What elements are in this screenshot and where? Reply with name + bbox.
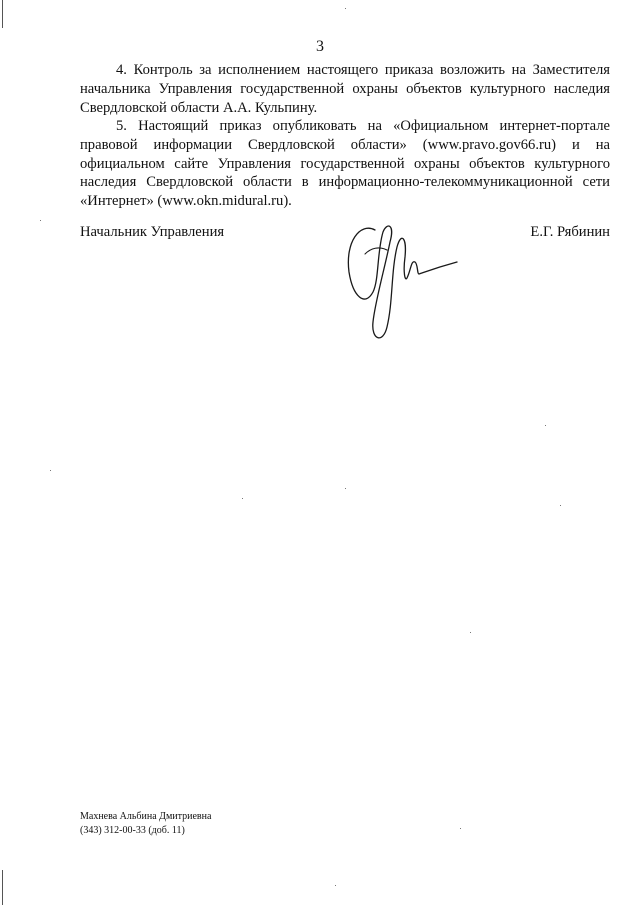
scan-edge-mark [2,0,3,28]
scan-speck [242,498,243,499]
executor-name: Махнева Альбина Дмитриевна [80,811,212,822]
scan-speck [50,470,51,471]
scan-speck [40,220,41,221]
scan-speck [545,425,546,426]
scan-edge-mark [2,870,3,905]
scan-speck [345,8,346,9]
signatory-name: Е.Г. Рябинин [530,224,610,240]
executor-phone: (343) 312-00-33 (доб. 11) [80,825,185,836]
paragraph-4: 4. Контроль за исполнением настоящего приказа возложить на Заместителя начальника Управления государственной охраны объектов культурного наследия Свердловской области А.А. Кульпину. [80,62,610,116]
executor-info [80,810,211,838]
scan-speck [560,505,561,506]
scan-speck [460,828,461,829]
scan-speck [470,632,471,633]
handwritten-signature [335,212,465,347]
scan-speck [345,488,346,489]
page-number: 3 [316,38,324,55]
scan-speck [335,885,336,886]
paragraph-5: 5. Настоящий приказ опубликовать на «Официальном интернет-портале правовой информации Свердловской области» (www.pravo.gov66.ru) и на официальном сайте Управления государственной охраны объектов культурного наследия Свердловской области в информационно-телекоммуникационной сети «Интернет» (www.okn.midural.ru). [80,118,610,210]
signatory-position: Начальник Управления [80,224,225,240]
